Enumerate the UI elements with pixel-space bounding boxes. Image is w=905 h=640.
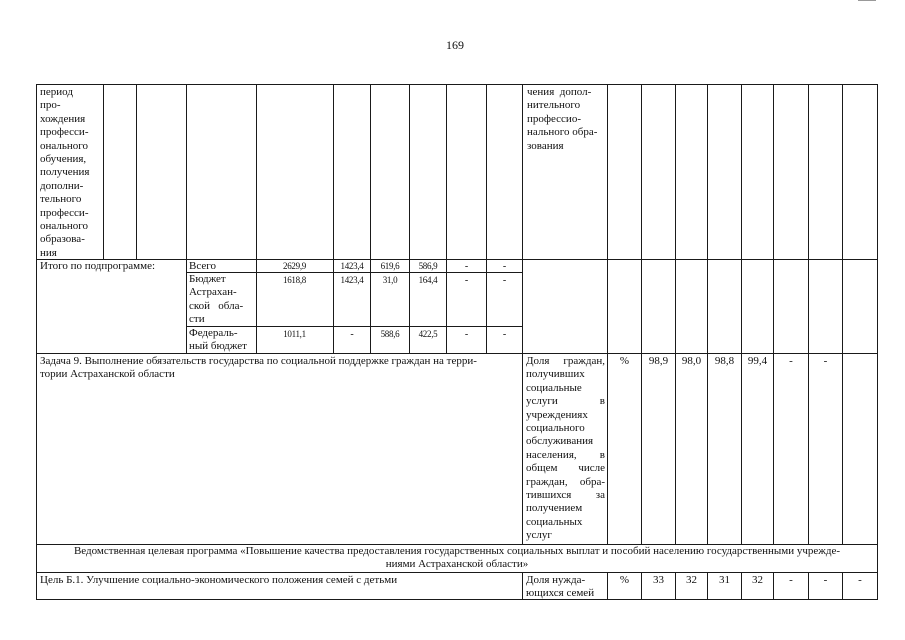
column-divider xyxy=(607,84,608,544)
row-divider xyxy=(36,572,878,573)
table-top-border xyxy=(36,84,878,85)
column-divider xyxy=(446,84,447,353)
column-divider xyxy=(741,84,742,544)
year-cell: - xyxy=(502,329,507,340)
task-title: Задача 9. Выполнение обязательств государства по социальной поддержке граждан на терри- тории Астраханской области xyxy=(40,355,477,381)
indicator-value: - xyxy=(823,574,828,586)
page-number: 169 xyxy=(446,38,464,52)
year-cell: 588,6 xyxy=(380,329,400,339)
year-cell: 619,6 xyxy=(380,261,400,271)
indicator-value: - xyxy=(823,355,828,367)
indicator-value: 98,9 xyxy=(648,355,669,367)
column-divider xyxy=(842,84,843,544)
table-bottom-border xyxy=(36,599,878,600)
department-program-title: Ведомственная целевая программа «Повышение качества предоставления государственных социальных выплат и пособий населению государственными учрежде- ниями Астраханской области» xyxy=(73,545,841,571)
subprogram-total-label: Итого по подпрограмме: xyxy=(40,260,156,272)
row-divider xyxy=(36,259,878,260)
year-cell: 31,0 xyxy=(382,275,398,285)
year-cell: 1423,4 xyxy=(340,275,364,285)
total-cell: 1011,1 xyxy=(283,329,306,339)
column-divider xyxy=(641,84,642,544)
goal-indicator: Доля нужда- ющихся семей xyxy=(526,574,595,600)
indicator-value: 31 xyxy=(719,574,730,586)
indicator-value: - xyxy=(789,574,793,586)
column-divider xyxy=(136,84,137,259)
funding-source: Бюджет Астрахан- ской обла- сти xyxy=(189,273,244,326)
year-cell: - xyxy=(502,275,507,286)
table-right-border xyxy=(877,84,878,600)
indicator-value: 99,4 xyxy=(747,355,768,367)
column-divider xyxy=(675,84,676,544)
total-cell: 1618,8 xyxy=(283,275,306,285)
column-divider xyxy=(486,84,487,353)
column-divider xyxy=(707,84,708,544)
year-cell: - xyxy=(464,261,469,272)
year-cell: 586,9 xyxy=(418,261,438,271)
indicator-target-cell: чения допол- нительного профессио- нального обра- зования xyxy=(527,86,598,152)
indicator-value: 33 xyxy=(653,574,664,586)
funding-source: Всего xyxy=(189,260,216,272)
year-cell: - xyxy=(464,275,469,286)
column-divider xyxy=(186,84,187,353)
column-divider xyxy=(103,84,104,259)
unit-cell: % xyxy=(619,574,630,586)
column-divider xyxy=(522,572,523,600)
column-divider xyxy=(808,84,809,544)
indicator-value: 32 xyxy=(686,574,697,586)
year-cell: - xyxy=(350,329,354,340)
year-cell: 1423,4 xyxy=(340,261,364,271)
year-cell: 164,4 xyxy=(418,275,438,285)
column-divider xyxy=(370,84,371,353)
goal-title: Цель Б.1. Улучшение социально-экономического положения семей с детьми xyxy=(40,574,398,586)
indicator-value: 98,0 xyxy=(681,355,702,367)
table-left-border xyxy=(36,84,37,600)
indicator-value: - xyxy=(858,574,862,586)
indicator-value: 98,8 xyxy=(714,355,735,367)
column-divider xyxy=(333,84,334,353)
column-divider xyxy=(256,84,257,353)
column-divider xyxy=(409,84,410,353)
unit-cell: % xyxy=(619,355,630,367)
year-cell: - xyxy=(464,329,469,340)
indicator-value: - xyxy=(789,355,793,367)
task-indicator: Доля граждан, получивших социальные услуги в учреждениях социального обслуживания населения, в общем числе граждан, обра-тившихся за получением социальных услуг xyxy=(526,355,605,542)
column-divider xyxy=(522,84,523,544)
funding-source: Федераль- ный бюджет xyxy=(189,327,247,353)
year-cell: - xyxy=(502,261,507,272)
indicator-name-cell: период про- хождения професси- онального обучения, получения дополни- тельного професси- онального образова- ния xyxy=(40,86,90,259)
row-divider xyxy=(36,353,878,354)
total-cell: 2629,9 xyxy=(283,261,306,271)
indicator-value: 32 xyxy=(752,574,763,586)
column-divider xyxy=(773,84,774,544)
year-cell: 422,5 xyxy=(418,329,438,339)
